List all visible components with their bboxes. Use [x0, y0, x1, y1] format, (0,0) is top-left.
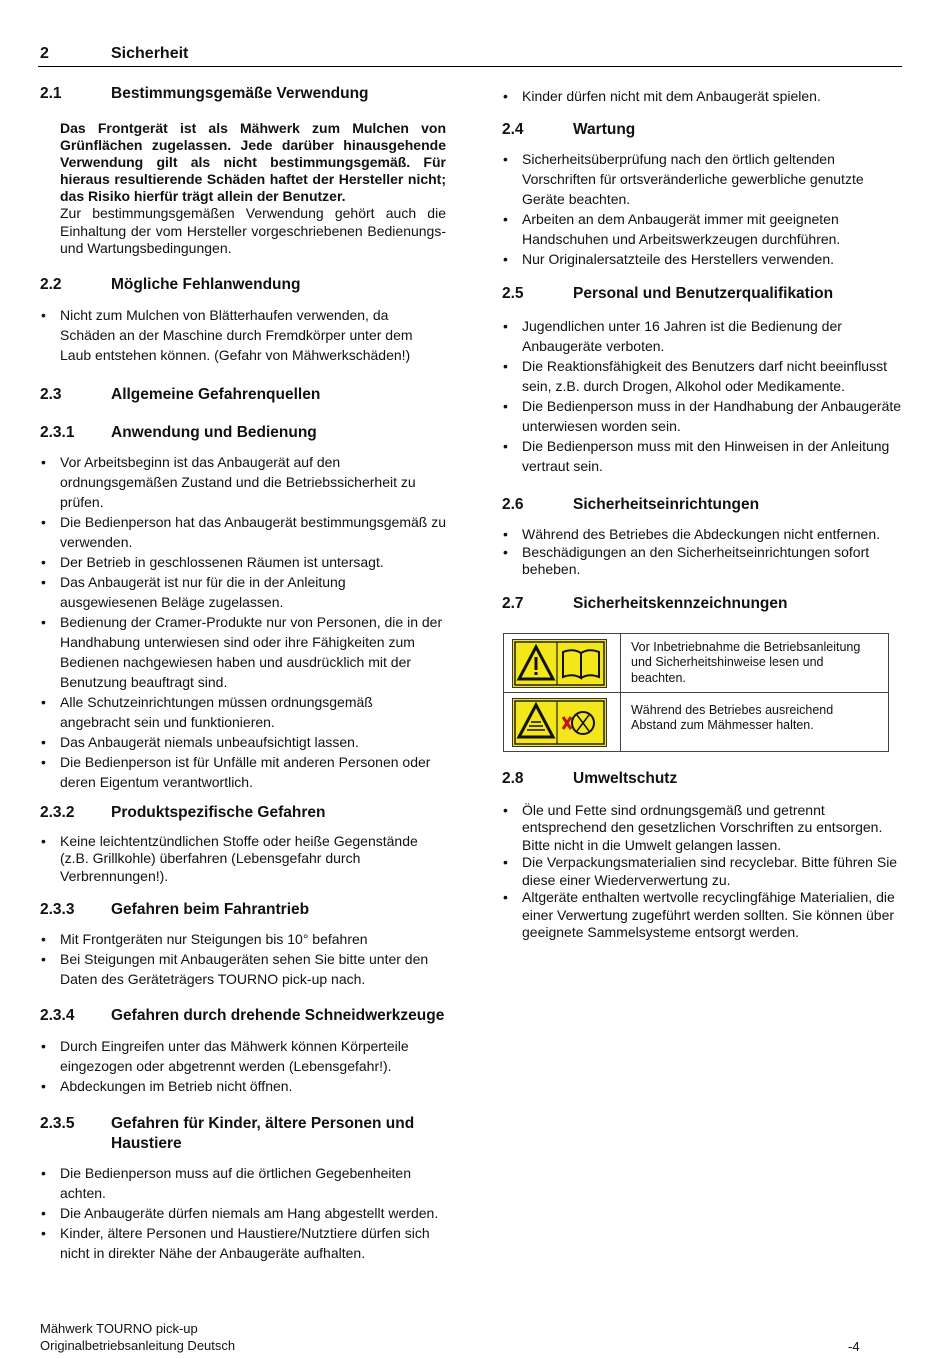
list-item: • Die Reaktionsfähigkeit des Benutzers darf nicht beeinflusst sein, z.B. durch Drogen, Alkohol oder Medikamente.	[502, 356, 908, 396]
list-item: • Das Anbaugerät niemals unbeaufsichtigt lassen.	[40, 732, 446, 752]
section-heading: 2.5 Personal und Benutzerqualifikation	[502, 285, 834, 302]
drive-hazards-list	[40, 929, 446, 989]
list-item: • Die Bedienperson ist für Unfälle mit anderen Personen oder deren Eigentum verantwortlich.	[40, 752, 446, 792]
misuse-list	[40, 305, 446, 365]
list-item: • Während des Betriebes die Abdeckungen nicht entfernen.	[502, 526, 908, 544]
section-heading: 2.3 Allgemeine Gefahrenquellen	[40, 385, 321, 403]
blade-hazard-icon	[512, 698, 607, 747]
maintenance-list	[502, 149, 908, 269]
warning-manual-icon	[512, 639, 607, 688]
usage-bold-paragraph: Das Frontgerät ist als Mähwerk zum Mulchen von Grünflächen zugelassen. Jede darüber hinausgehende Verwendung gilt als nicht bestimmungsgemäß. Für hieraus resultierende Schäden haftet der Hersteller nicht; das Risiko hierfür trägt allein der Benutzer.	[60, 120, 446, 204]
footer-document: Originalbetriebsanleitung Deutsch	[40, 1338, 236, 1353]
right-column	[502, 86, 908, 942]
usage-paragraph: Zur bestimmungsgemäßen Verwendung gehört auch die Einhaltung der vom Hersteller vorgeschriebenen Bedienungs- und Wartungsbedingungen.	[60, 205, 446, 256]
continued-list	[502, 86, 908, 106]
section-heading: 2.6 Sicherheitseinrichtungen	[502, 496, 760, 513]
list-item: • Alle Schutzeinrichtungen müssen ordnungsgemäß angebracht sein und funktionieren.	[40, 692, 446, 732]
list-item: • Die Bedienperson muss mit den Hinweisen in der Anleitung vertraut sein.	[502, 436, 908, 476]
list-item: • Durch Eingreifen unter das Mähwerk können Körperteile eingezogen oder abgetrennt werden (Lebensgefahr!).	[40, 1036, 446, 1076]
page-footer	[40, 1320, 235, 1354]
section-heading: 2.3.1 Anwendung und Bedienung	[40, 423, 317, 441]
list-item: • Bedienung der Cramer-Produkte nur von Personen, die in der Handhabung unterwiesen sind oder ihre Fähigkeiten zum Bedienen nachgewiesen haben und ausdrücklich mit der Benutzung beauftragt sind.	[40, 612, 446, 692]
footer-product: Mähwerk TOURNO pick-up	[40, 1321, 198, 1336]
chapter-number: 2	[40, 45, 49, 62]
list-item: • Kinder, ältere Personen und Haustiere/Nutztiere dürfen sich nicht in direkter Nähe der Anbaugeräte aufhalten.	[40, 1223, 446, 1263]
section-heading: 2.8 Umweltschutz	[502, 769, 678, 787]
list-item: • Vor Arbeitsbeginn ist das Anbaugerät auf den ordnungsgemäßen Zustand und die Betriebssicherheit zu prüfen.	[40, 452, 446, 512]
list-item: • Mit Frontgeräten nur Steigungen bis 10° befahren	[40, 929, 446, 949]
list-item: • Keine leichtentzündlichen Stoffe oder heiße Gegenstände (z.B. Grillkohle) überfahren (Lebensgefahr durch Verbrennungen!).	[40, 833, 446, 886]
list-item: • Bei Steigungen mit Anbaugeräten sehen Sie bitte unter den Daten des Geräteträgers TOURNO pick-up nach.	[40, 949, 446, 989]
list-item: • Die Bedienperson hat das Anbaugerät bestimmungsgemäß zu verwenden.	[40, 512, 446, 552]
page-number: -4	[848, 1339, 860, 1354]
section-heading: 2.7 Sicherheitskennzeichnungen	[502, 594, 788, 612]
list-item: • Die Verpackungsmaterialien sind recyclebar. Bitte führen Sie diese einer Wiederverwertung zu.	[502, 854, 908, 889]
sign-text: Vor Inbetriebnahme die Betriebsanleitung und Sicherheitshinweise lesen und beachten.	[621, 633, 889, 692]
environment-list	[502, 802, 908, 942]
list-item: • Nur Originalersatzteile des Herstellers verwenden.	[502, 249, 908, 269]
table-row	[504, 633, 889, 692]
page-header	[38, 44, 902, 67]
blade-hazards-list	[40, 1036, 446, 1096]
section-heading: 2.3.5 Gefahren für Kinder, ältere Personen und Haustiere	[40, 1115, 415, 1152]
list-item: • Abdeckungen im Betrieb nicht öffnen.	[40, 1076, 446, 1096]
qualification-list	[502, 316, 908, 476]
section-heading: 2.1 Bestimmungsgemäße Verwendung	[40, 85, 369, 102]
list-item: • Beschädigungen an den Sicherheitseinrichtungen sofort beheben.	[502, 544, 908, 579]
left-column	[40, 84, 446, 1263]
list-item: • Die Anbaugeräte dürfen niemals am Hang abgestellt werden.	[40, 1203, 446, 1223]
section-heading: 2.4 Wartung	[502, 121, 636, 138]
table-row	[504, 692, 889, 751]
list-item: • Kinder dürfen nicht mit dem Anbaugerät spielen.	[502, 86, 908, 106]
list-item: • Altgeräte enthalten wertvolle recyclingfähige Materialien, die einer Verwertung zugeführt werden sollten. Sie können über geeignete Sammelsysteme entsorgt werden.	[502, 889, 908, 942]
safety-devices-list	[502, 526, 908, 579]
list-item: • Arbeiten an dem Anbaugerät immer mit geeigneten Handschuhen und Arbeitswerkzeugen durchführen.	[502, 209, 908, 249]
section-heading: 2.3.4 Gefahren durch drehende Schneidwerkzeuge	[40, 1007, 445, 1024]
list-item: • Nicht zum Mulchen von Blätterhaufen verwenden, da Schäden an der Maschine durch Fremdkörper unter dem Laub entstehen können. (Gefahr von Mähwerkschäden!)	[40, 305, 446, 365]
list-item: • Die Bedienperson muss auf die örtlichen Gegebenheiten achten.	[40, 1163, 446, 1203]
list-item: • Sicherheitsüberprüfung nach den örtlich geltenden Vorschriften für ortsveränderliche gewerbliche genutzte Geräte beachten.	[502, 149, 908, 209]
section-heading: 2.2 Mögliche Fehlanwendung	[40, 275, 301, 293]
list-item: • Die Bedienperson muss in der Handhabung der Anbaugeräte unterwiesen worden sein.	[502, 396, 908, 436]
safety-signs-table	[503, 633, 889, 752]
section-heading: 2.3.3 Gefahren beim Fahrantrieb	[40, 901, 310, 918]
product-hazards-list	[40, 833, 446, 886]
chapter-title: Sicherheit	[111, 45, 189, 62]
list-item: • Der Betrieb in geschlossenen Räumen ist untersagt.	[40, 552, 446, 572]
list-item: • Das Anbaugerät ist nur für die in der Anleitung ausgewiesenen Beläge zugelassen.	[40, 572, 446, 612]
sign-text: Während des Betriebes ausreichend Abstand zum Mähmesser halten.	[621, 692, 889, 751]
operation-list	[40, 452, 446, 792]
section-heading: 2.3.2 Produktspezifische Gefahren	[40, 803, 326, 821]
sign-icon-cell	[504, 633, 621, 692]
children-hazards-list	[40, 1163, 446, 1263]
list-item: • Jugendlichen unter 16 Jahren ist die Bedienung der Anbaugeräte verboten.	[502, 316, 908, 356]
list-item: • Öle und Fette sind ordnungsgemäß und getrennt entsprechend den gesetzlichen Vorschriften zu entsorgen. Bitte nicht in die Umwelt gelangen lassen.	[502, 802, 908, 855]
sign-icon-cell	[504, 692, 621, 751]
